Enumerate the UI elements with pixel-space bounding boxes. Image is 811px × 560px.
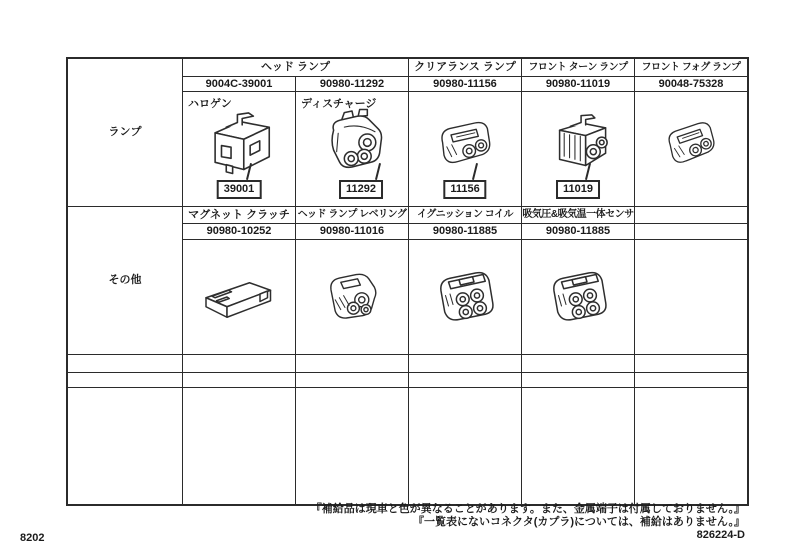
empty-cell	[68, 373, 182, 387]
part-number-fog	[635, 77, 747, 91]
empty-cell	[635, 355, 747, 372]
part-number-magnet-clutch-text: 90980-10252	[206, 225, 272, 237]
empty-cell	[296, 355, 408, 372]
callout-11156: 11156	[443, 180, 486, 199]
page-number: 8202	[20, 532, 45, 544]
part-number-halogen	[183, 77, 295, 91]
clearance-connector-icon	[423, 108, 507, 180]
part-number-empty	[635, 224, 747, 239]
figure-cell-ignition	[409, 240, 521, 354]
empty-cell	[183, 373, 295, 387]
empty-cell	[522, 373, 634, 387]
part-number-discharge	[296, 77, 408, 91]
supply-note-line2: 『一覧表にないコネクタ(カプラ)については、補給はありません。』	[412, 516, 745, 528]
supply-note-line1: 『補給品は現車と色が異なることがあります。また、金属端子は付属しておりません。』	[310, 503, 745, 515]
header-magnet-clutch-text: マグネット クラッチ	[188, 208, 290, 221]
turn-connector-icon	[532, 104, 624, 184]
part-number-clearance-text: 90980-11156	[433, 77, 497, 90]
callout-11292: 11292	[339, 180, 383, 199]
header-intake-sensor-text: 吸気圧&吸気温一体センサ	[522, 209, 634, 220]
header-magnet-clutch	[183, 207, 295, 223]
header-empty	[635, 207, 747, 223]
part-number-intake-sensor	[522, 224, 634, 239]
header-front-fog-lamp-text: フロント フォグ ランプ	[641, 61, 741, 73]
row-label-lamp	[68, 59, 182, 206]
part-number-halogen-text: 9004C-39001	[205, 77, 273, 90]
empty-cell	[183, 388, 295, 504]
header-intake-sensor	[522, 207, 634, 223]
discharge-connector-icon	[306, 102, 398, 186]
callout-11019: 11019	[556, 180, 600, 199]
empty-cell	[409, 373, 521, 387]
figure-cell-intake-sensor	[522, 240, 634, 354]
header-front-fog-lamp	[635, 59, 747, 76]
header-head-lamp-text: ヘッド ランプ	[260, 61, 331, 73]
intake-sensor-connector-icon	[533, 256, 623, 338]
empty-cell	[68, 355, 182, 372]
figure-cell-leveling	[296, 240, 408, 354]
row-label-other-text: その他	[108, 274, 142, 286]
part-number-ignition	[409, 224, 521, 239]
figure-cell-empty	[635, 240, 747, 354]
variant-label-halogen: ハロゲン	[188, 98, 232, 110]
figure-cell-halogen	[183, 92, 295, 206]
part-number-leveling	[296, 224, 408, 239]
supply-notes	[225, 503, 745, 529]
variant-label-discharge: ディスチャージ	[301, 98, 377, 110]
header-ignition-coil-text: イグニッション コイル	[417, 209, 513, 220]
empty-cell	[296, 388, 408, 504]
figure-cell-fog	[635, 92, 747, 206]
row-label-lamp-text: ランプ	[108, 126, 142, 138]
connector-parts-table	[66, 57, 749, 506]
leveling-connector-icon	[310, 259, 394, 335]
header-ignition-coil	[409, 207, 521, 223]
header-headlamp-leveling	[296, 207, 408, 223]
part-number-clearance	[409, 77, 521, 91]
header-clearance-lamp-text: クリアランス ランプ	[414, 61, 516, 73]
part-number-fog-text: 90048-75328	[658, 77, 724, 90]
header-headlamp-leveling-text: ヘッド ランプ レベリング	[297, 209, 407, 220]
empty-cell	[522, 388, 634, 504]
empty-cell	[296, 373, 408, 387]
halogen-connector-icon	[191, 101, 287, 187]
empty-cell	[68, 388, 182, 504]
part-number-turn-text: 90980-11019	[545, 77, 611, 90]
empty-cell	[635, 373, 747, 387]
callout-39001: 39001	[217, 180, 262, 199]
figure-cell-clearance	[409, 92, 521, 206]
document-code: 826224-D	[696, 529, 745, 541]
empty-cell	[409, 388, 521, 504]
header-clearance-lamp	[409, 59, 521, 76]
empty-cell	[183, 355, 295, 372]
figure-cell-magnet-clutch	[183, 240, 295, 354]
part-number-turn	[522, 77, 634, 91]
magnet-clutch-connector-icon	[194, 269, 284, 325]
part-number-discharge-text: 90980-11292	[319, 77, 385, 90]
fog-connector-icon	[652, 110, 730, 178]
empty-cell	[635, 388, 747, 504]
part-number-ignition-text: 90980-11885	[432, 225, 498, 237]
header-head-lamp	[183, 59, 408, 76]
header-front-turn-lamp-text: フロント ターン ランプ	[528, 61, 628, 73]
part-number-magnet-clutch	[183, 224, 295, 239]
ignition-connector-icon	[420, 256, 510, 338]
part-number-leveling-text: 90980-11016	[319, 225, 385, 237]
figure-cell-turn	[522, 92, 634, 206]
empty-cell	[409, 355, 521, 372]
figure-cell-discharge	[296, 92, 408, 206]
part-number-intake-sensor-text: 90980-11885	[545, 225, 611, 237]
row-label-other	[68, 207, 182, 354]
header-front-turn-lamp	[522, 59, 634, 76]
empty-cell	[522, 355, 634, 372]
